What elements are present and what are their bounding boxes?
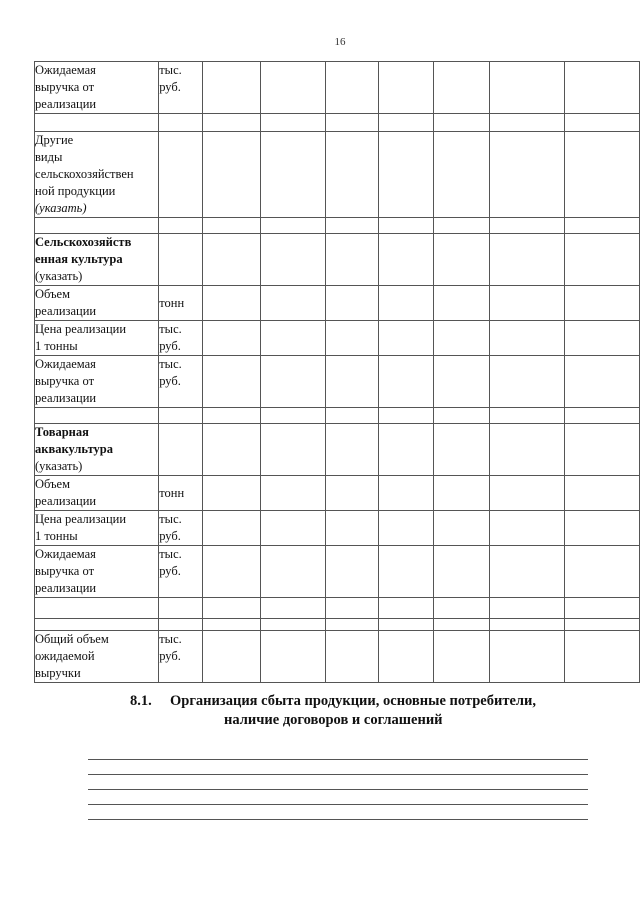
value-input-cell[interactable] (379, 356, 434, 408)
value-input-cell[interactable] (260, 286, 325, 321)
value-input-cell[interactable] (434, 424, 489, 476)
value-input-cell[interactable] (434, 321, 489, 356)
value-input-cell[interactable] (325, 408, 378, 424)
value-input-cell[interactable] (565, 408, 640, 424)
value-input-cell[interactable] (379, 619, 434, 631)
row-label-line: ожидаемой (35, 649, 95, 663)
value-input-cell[interactable] (202, 356, 260, 408)
value-input-cell[interactable] (260, 424, 325, 476)
row-label-cell (35, 408, 159, 424)
unit-cell (159, 619, 202, 631)
unit-cell (159, 424, 202, 476)
row-label-note: (указать) (35, 269, 83, 283)
value-input-cell[interactable] (489, 408, 565, 424)
section-number: 8.1. (130, 693, 152, 709)
value-input-cell[interactable] (325, 234, 378, 286)
value-input-cell[interactable] (202, 546, 260, 598)
page-number: 16 (334, 36, 346, 48)
row-label-line: Товарная (35, 425, 89, 439)
value-input-cell[interactable] (434, 476, 489, 511)
value-input-cell[interactable] (565, 356, 640, 408)
value-input-cell[interactable] (260, 631, 325, 683)
value-input-cell[interactable] (379, 408, 434, 424)
value-input-cell[interactable] (260, 321, 325, 356)
value-input-cell[interactable] (489, 619, 565, 631)
row-label-cell (35, 546, 159, 598)
value-input-cell[interactable] (325, 476, 378, 511)
value-input-cell[interactable] (489, 132, 565, 218)
value-input-cell[interactable] (434, 408, 489, 424)
unit-cell (159, 476, 202, 511)
value-input-cell[interactable] (325, 598, 378, 619)
table-row (35, 476, 640, 511)
value-input-cell[interactable] (434, 114, 489, 132)
section-title-line-1: Организация сбыта продукции, основные потребители, (170, 693, 536, 709)
value-input-cell[interactable] (565, 62, 640, 114)
row-label-cell (35, 218, 159, 234)
row-label-cell (35, 631, 159, 683)
value-input-cell[interactable] (434, 631, 489, 683)
row-label-cell (35, 62, 159, 114)
spacer-row (35, 218, 640, 234)
row-label-line: Ожидаемая (35, 357, 96, 371)
unit-line: тыс. (159, 512, 182, 526)
table-row (35, 546, 640, 598)
value-input-cell[interactable] (260, 546, 325, 598)
row-label-line: 1 тонны (35, 339, 78, 353)
value-input-cell[interactable] (565, 546, 640, 598)
value-input-cell[interactable] (434, 286, 489, 321)
unit-cell (159, 321, 202, 356)
row-label-line: выручка от (35, 564, 95, 578)
unit-line: тонн (159, 295, 185, 310)
unit-cell (159, 356, 202, 408)
row-label-line: 1 тонны (35, 529, 78, 543)
row-label-line: реализации (35, 581, 97, 595)
row-label-cell (35, 511, 159, 546)
value-input-cell[interactable] (565, 619, 640, 631)
row-label-line: енная культура (35, 252, 123, 266)
table-row (35, 511, 640, 546)
value-input-cell[interactable] (202, 511, 260, 546)
value-input-cell[interactable] (202, 476, 260, 511)
row-label-line: Ожидаемая (35, 547, 96, 561)
unit-line: тыс. (159, 322, 182, 336)
value-input-cell[interactable] (434, 546, 489, 598)
value-input-cell[interactable] (260, 356, 325, 408)
table-row (35, 424, 640, 476)
row-label-line: реализации (35, 304, 97, 318)
unit-cell (159, 598, 202, 619)
row-label-cell (35, 356, 159, 408)
value-input-cell[interactable] (202, 218, 260, 234)
value-input-cell[interactable] (565, 132, 640, 218)
row-label-line: Цена реализации (35, 322, 127, 336)
value-input-cell[interactable] (565, 511, 640, 546)
unit-line: тыс. (159, 547, 182, 561)
table-row (35, 234, 640, 286)
value-input-cell[interactable] (489, 218, 565, 234)
value-input-cell[interactable] (379, 631, 434, 683)
unit-cell (159, 511, 202, 546)
value-input-cell[interactable] (489, 631, 565, 683)
value-input-cell[interactable] (489, 321, 565, 356)
value-input-cell[interactable] (379, 286, 434, 321)
value-input-cell[interactable] (379, 476, 434, 511)
value-input-cell[interactable] (379, 114, 434, 132)
value-input-cell[interactable] (565, 631, 640, 683)
row-label-line: реализации (35, 97, 97, 111)
row-label-line: выручка от (35, 80, 95, 94)
value-input-cell[interactable] (434, 619, 489, 631)
table-row (35, 286, 640, 321)
value-input-cell[interactable] (489, 234, 565, 286)
section-heading (130, 692, 570, 730)
row-label-line: аквакультура (35, 442, 113, 456)
value-input-cell[interactable] (325, 218, 378, 234)
value-input-cell[interactable] (260, 619, 325, 631)
unit-line: руб. (159, 564, 181, 578)
value-input-cell[interactable] (325, 424, 378, 476)
value-input-cell[interactable] (379, 62, 434, 114)
value-input-cell[interactable] (434, 598, 489, 619)
value-input-cell[interactable] (202, 132, 260, 218)
table-row (35, 356, 640, 408)
value-input-cell[interactable] (202, 321, 260, 356)
value-input-cell[interactable] (379, 546, 434, 598)
row-label-line: Объем (35, 287, 70, 301)
value-input-cell[interactable] (202, 114, 260, 132)
table-row (35, 62, 640, 114)
value-input-cell[interactable] (260, 234, 325, 286)
value-input-cell[interactable] (260, 218, 325, 234)
value-input-cell[interactable] (202, 619, 260, 631)
value-input-cell[interactable] (202, 62, 260, 114)
value-input-cell[interactable] (202, 234, 260, 286)
unit-cell (159, 546, 202, 598)
value-input-cell[interactable] (325, 132, 378, 218)
row-label-line: Цена реализации (35, 512, 127, 526)
unit-cell (159, 631, 202, 683)
value-input-cell[interactable] (202, 408, 260, 424)
unit-cell (159, 218, 202, 234)
value-input-cell[interactable] (325, 62, 378, 114)
value-input-cell[interactable] (489, 286, 565, 321)
value-input-cell[interactable] (379, 598, 434, 619)
value-input-cell[interactable] (489, 511, 565, 546)
value-input-cell[interactable] (260, 476, 325, 511)
unit-cell (159, 286, 202, 321)
spacer-row (35, 598, 640, 619)
row-label-cell (35, 286, 159, 321)
table-row (35, 631, 640, 683)
value-input-cell[interactable] (325, 619, 378, 631)
table-row (35, 321, 640, 356)
value-input-cell[interactable] (565, 476, 640, 511)
unit-cell (159, 408, 202, 424)
blank-answer-line[interactable] (88, 819, 588, 820)
row-label-line: сельскохозяйствен (35, 167, 134, 181)
unit-line: руб. (159, 339, 181, 353)
value-input-cell[interactable] (565, 234, 640, 286)
row-label-line: Ожидаемая (35, 63, 96, 77)
value-input-cell[interactable] (565, 286, 640, 321)
value-input-cell[interactable] (325, 631, 378, 683)
value-input-cell[interactable] (489, 546, 565, 598)
row-label-line: выручки (35, 666, 81, 680)
row-label-cell (35, 321, 159, 356)
value-input-cell[interactable] (325, 511, 378, 546)
value-input-cell[interactable] (260, 511, 325, 546)
value-input-cell[interactable] (260, 132, 325, 218)
value-input-cell[interactable] (489, 356, 565, 408)
value-input-cell[interactable] (325, 286, 378, 321)
value-input-cell[interactable] (260, 408, 325, 424)
blank-answer-line[interactable] (88, 789, 588, 790)
value-input-cell[interactable] (489, 476, 565, 511)
value-input-cell[interactable] (202, 424, 260, 476)
value-input-cell[interactable] (565, 598, 640, 619)
blank-answer-line[interactable] (88, 804, 588, 805)
row-label-line: Общий объем (35, 632, 109, 646)
row-label-line: ной продукции (35, 184, 116, 198)
value-input-cell[interactable] (434, 218, 489, 234)
revenue-table (34, 61, 640, 683)
value-input-cell[interactable] (379, 132, 434, 218)
value-input-cell[interactable] (202, 286, 260, 321)
row-label-line: реализации (35, 494, 97, 508)
row-label-note: (указать) (35, 201, 87, 215)
spacer-row (35, 408, 640, 424)
value-input-cell[interactable] (379, 234, 434, 286)
row-label-line: Объем (35, 477, 70, 491)
unit-line: тонн (159, 485, 185, 500)
value-input-cell[interactable] (489, 598, 565, 619)
value-input-cell[interactable] (379, 218, 434, 234)
blank-answer-line[interactable] (88, 759, 588, 760)
value-input-cell[interactable] (489, 114, 565, 132)
value-input-cell[interactable] (260, 114, 325, 132)
value-input-cell[interactable] (565, 321, 640, 356)
unit-line: руб. (159, 649, 181, 663)
value-input-cell[interactable] (379, 424, 434, 476)
value-input-cell[interactable] (434, 234, 489, 286)
value-input-cell[interactable] (434, 356, 489, 408)
row-label-cell (35, 476, 159, 511)
unit-cell (159, 62, 202, 114)
unit-line: тыс. (159, 632, 182, 646)
row-label-cell (35, 114, 159, 132)
row-label-line: Другие (35, 133, 74, 147)
unit-line: руб. (159, 374, 181, 388)
value-input-cell[interactable] (325, 321, 378, 356)
value-input-cell[interactable] (489, 424, 565, 476)
unit-cell (159, 234, 202, 286)
value-input-cell[interactable] (565, 424, 640, 476)
unit-cell (159, 132, 202, 218)
value-input-cell[interactable] (325, 356, 378, 408)
value-input-cell[interactable] (260, 62, 325, 114)
spacer-row (35, 114, 640, 132)
row-label-line: выручка от (35, 374, 95, 388)
row-label-cell (35, 234, 159, 286)
row-label-cell (35, 619, 159, 631)
value-input-cell[interactable] (379, 511, 434, 546)
row-label-line: реализации (35, 391, 97, 405)
row-label-line: виды (35, 150, 63, 164)
value-input-cell[interactable] (434, 511, 489, 546)
blank-answer-line[interactable] (88, 774, 588, 775)
unit-line: тыс. (159, 63, 182, 77)
unit-cell (159, 114, 202, 132)
value-input-cell[interactable] (434, 62, 489, 114)
value-input-cell[interactable] (260, 598, 325, 619)
value-input-cell[interactable] (325, 546, 378, 598)
row-label-note: (указать) (35, 459, 83, 473)
row-label-cell (35, 132, 159, 218)
row-label-cell (35, 598, 159, 619)
value-input-cell[interactable] (565, 218, 640, 234)
value-input-cell[interactable] (325, 114, 378, 132)
value-input-cell[interactable] (202, 598, 260, 619)
table-row (35, 132, 640, 218)
row-label-cell (35, 424, 159, 476)
value-input-cell[interactable] (379, 321, 434, 356)
value-input-cell[interactable] (434, 132, 489, 218)
value-input-cell[interactable] (565, 114, 640, 132)
unit-line: руб. (159, 529, 181, 543)
unit-line: тыс. (159, 357, 182, 371)
value-input-cell[interactable] (489, 62, 565, 114)
unit-line: руб. (159, 80, 181, 94)
row-label-line: Сельскохозяйств (35, 235, 132, 249)
value-input-cell[interactable] (202, 631, 260, 683)
section-title-line-2: наличие договоров и соглашений (224, 712, 443, 728)
spacer-row (35, 619, 640, 631)
